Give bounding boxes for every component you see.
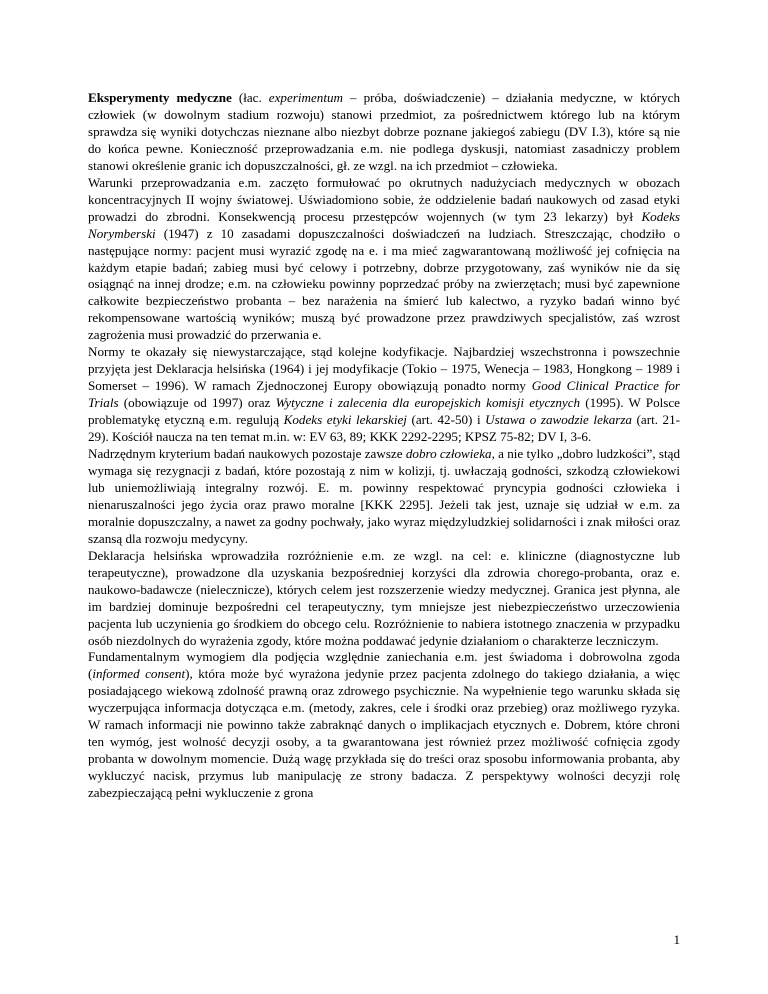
text-run: (1947) z 10 zasadami dopuszczalności doświadczeń na ludziach. Streszczając, chodziło o następujące normy: pacjent musi wyrazić zgodę na e. i ma mieć zagwarantowaną możliwość jej cofnięcia na każdym etapie badań; zabieg musi być celowy i potrzebny, dobrze przygotowany, zaś wyników nie da się osiągnąć na innej drodze; e.m. na człowieku powinny poprzedzać próby na zwierzętach; musi być zapewnione całkowite bezpieczeństwo probanta – bez narażenia na śmierć lub kalectwo, a ryzyko badań winno być rekompensowane wartością wyników; muszą być prowadzone przez prawdziwych specjalistów, zaś wzrost zagrożenia musi prowadzić do przerwania e.	[88, 225, 680, 343]
italic-phrase: informed consent	[92, 666, 186, 682]
entry-term: Eksperymenty medyczne	[88, 90, 232, 105]
text-run: (art. 21-29). Kościół naucza na ten temat m.in. w: EV 63, 89; KKK 2292-2295; KPSZ 75-82; DV I, 3-6.	[88, 412, 680, 445]
italic-title: Good Clinical Practice for Trials	[88, 378, 680, 411]
text-run: (łac.	[231, 90, 269, 105]
paragraph-codifications	[88, 344, 680, 446]
paragraph-consent	[88, 649, 680, 802]
paragraph-criterion	[88, 446, 680, 548]
text-run: Fundamentalnym wymogiem dla podjęcia względnie zaniechania e.m. jest świadoma i dobrowolna zgoda (	[88, 649, 680, 682]
italic-phrase: dobro człowieka	[405, 446, 492, 462]
text-run: Warunki przeprowadzania e.m. zaczęto formułować po okrutnych nadużyciach medycznych w obozach koncentracyjnych II wojny światowej. Uświadomiono sobie, że oddzielenie badań naukowych od zasad etyki prowadzi do zbrodni. Konsekwencją procesu przestępców wojennych (w tym 23 lekarzy) był	[88, 174, 680, 224]
text-run: (art. 42-50) i	[406, 412, 486, 428]
text-run: Deklaracja helsińska wprowadziła rozróżnienie e.m. ze wzgl. na cel: e. kliniczne (diagnostyczne lub terapeutyczne), prowadzone dla uzyskania bezpośredniej korzyści dla zdrowia chorego-probanta, oraz e. naukowo-badawcze (nielecznicze), których celem jest rozszerzenie wiedzy medycznej. Granica jest płynna, ale im bardziej dominuje bezpośredni cel terapeutyczny, tym mniejsze jest niebezpieczeństwo urzeczowienia pacjenta lub uczynienia go środkiem do obcego celu. Rozróżnienie to nabiera istotnego znaczenia w przypadku osób niezdolnych do wyrażenia zgody, które można poddawać jedynie działaniom o charakterze leczniczym.	[88, 547, 680, 648]
text-run: , a nie tylko „dobro ludzkości”, stąd wymaga się rezygnacji z badań, które pozostają z nim w kolizji, tj. uwłaczają godności, szkodzą człowiekowi lub uniemożliwiają integralny rozwój. E. m. powinny respektować pryncypia godności człowieka i nienaruszalności jego życia oraz prawo moralne [KKK 2295]. Jeżeli tak jest, uznaje się udział w e.m. za moralnie dopuszczalny, a nawet za godny pochwały, jako wyraz międzyludzkiej solidarności i znak miłości oraz szansą dla rozwoju medycyny.	[88, 446, 680, 546]
text-run: – próba, doświadczenie) – działania medyczne, w których człowiek (w dowolnym stadium rozwoju) stanowi przedmiot, za pośrednictwem którego lub na którym sprawdza się wyniki dotychczas nieznane albo niezbyt dobrze poznane jakiegoś zabiegu (DV I.3), które są nie do końca pewne. Konieczność przeprowadzania e.m. nie podlega dyskusji, natomiast zasadniczy problem stanowi określenie granic ich dopuszczalności, gł. ze wzgl. na ich przedmiot – człowieka.	[88, 90, 681, 173]
paragraph-distinction	[88, 548, 680, 650]
text-run: Normy te okazały się niewystarczające, stąd kolejne kodyfikacje. Najbardziej wszechstronna i powszechnie przyjęta jest Deklaracja helsińska (1964) i jej modyfikacje (Tokio – 1975, Wenecja – 1983, Hongkong – 1989 i Somerset – 1996). W ramach Zjednoczonej Europy obowiązują ponadto normy	[88, 344, 680, 394]
etymology: experimentum	[268, 90, 343, 105]
document-body	[88, 90, 680, 802]
italic-title: Ustawa o zawodzie lekarza	[485, 412, 632, 428]
text-run: Nadrzędnym kryterium badań naukowych pozostaje zawsze	[88, 446, 406, 462]
paragraph-history	[88, 175, 680, 345]
italic-title: Wytyczne i zalecenia dla europejskich komisji etycznych	[275, 395, 581, 411]
paragraph-definition	[88, 90, 680, 175]
page-number: 1	[673, 932, 680, 947]
text-run: (1995). W Polsce problematykę etyczną e.m. regulują	[88, 395, 680, 428]
text-run: ), która może być wyrażona jedynie przez pacjenta zdolnego do takiego działania, a więc posiadającego wiekową zdolność prawną oraz zdrowego psychicznie. Na wypełnienie tego warunku składa się wyczerpująca informacja dotycząca e.m. (metody, zakres, cele i środki oraz przebieg) oraz możliwego ryzyka. W ramach informacji nie powinno także zabraknąć danych o implikacjach etycznych e. Dobrem, które chroni ten wymóg, jest wolność decyzji osoby, a ta gwarantowana jest również przez możliwość cofnięcia zgody probanta w dowolnym momencie. Dużą wagę przykłada się do treści oraz sposobu informowania probanta, aby wykluczyć nacisk, przymus lub manipulację ze strony badacza. Z perspektywy wolności decyzji rolę zabezpieczającą pełni wykluczenie z grona	[88, 666, 680, 801]
text-run: (obowiązuje od 1997) oraz	[118, 395, 276, 411]
italic-title: Kodeks etyki lekarskiej	[283, 412, 407, 428]
italic-title: Kodeks Norymberski	[88, 208, 680, 241]
